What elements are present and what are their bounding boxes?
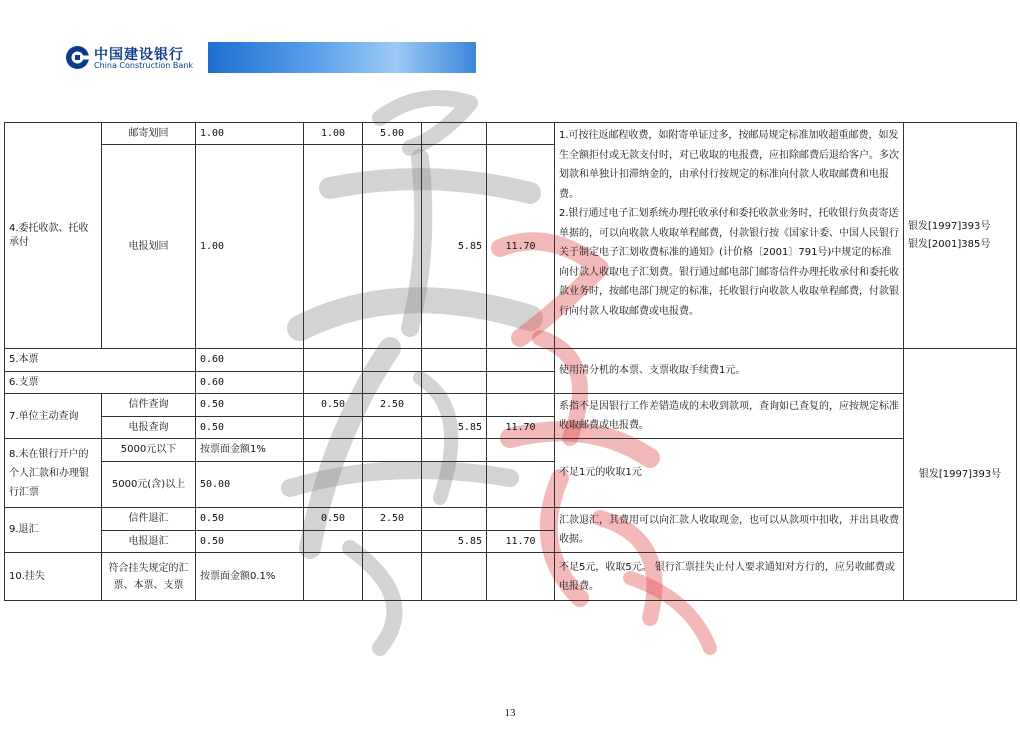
table-row: [5, 349, 1017, 372]
basis-cell: [904, 123, 1017, 349]
fee-cell: 1.00: [196, 123, 304, 145]
fee-cell: [422, 553, 487, 601]
note-cell: 系指不是因银行工作差错造成的未收到款项，查询如已查复的，应按规定标准收取邮费或电报费。: [555, 394, 904, 439]
fee-cell: 2.50: [363, 394, 422, 417]
fee-cell: [304, 462, 363, 508]
table-row: [5, 508, 1017, 531]
header-banner: [208, 42, 476, 73]
fee-cell: [422, 439, 487, 462]
note-paragraph: 1.可按往返邮程收费，如附寄单证过多，按邮局规定标准加收超重邮费，如发生全额拒付或无款支付时，对已收取的电报费，应扣除邮费后退给客户。多次划款和单独计扣滞纳金的，由承付行按规定的标准向付款人收取邮费和电报费。: [559, 130, 899, 200]
page-number: 13: [504, 707, 516, 719]
fee-cell: 0.50: [196, 508, 304, 531]
fee-cell: [487, 508, 555, 531]
fee-cell: 5.85: [422, 145, 487, 349]
table-row: [5, 439, 1017, 462]
fee-cell: 5.00: [363, 123, 422, 145]
note-paragraph: 2.银行通过电子汇划系统办理托收承付和委托收款业务时，托收银行负责寄送单据的，可以向收款人收取单程邮费，付款银行按《国家计委、中国人民银行关于制定电子汇划收费标准的通知》(计价格〔2001〕791号)中规定的标准向付款人收取电子汇划费。银行通过邮电部门邮寄信件办理托收承付和委托收款业务时，按邮电部门规定的标准，托收银行向收款人收取单程邮费，付款银行向付款人收取邮费或电报费。: [559, 208, 899, 317]
fee-schedule-table: [4, 122, 1017, 601]
sub-item-cell: 邮寄划回: [102, 123, 196, 145]
fee-cell: [487, 462, 555, 508]
fee-cell: 11.70: [487, 531, 555, 553]
fee-cell: [422, 349, 487, 372]
basis-cell: 银发[1997]393号: [904, 349, 1017, 601]
sub-item-cell: 电报划回: [102, 145, 196, 349]
fee-cell: 1.00: [196, 145, 304, 349]
fee-cell: [304, 417, 363, 439]
item-cell: 7.单位主动查询: [5, 394, 102, 439]
bank-logo-bar: [62, 42, 476, 73]
sub-item-cell: 5000元以下: [102, 439, 196, 462]
fee-cell: [363, 417, 422, 439]
item-cell: 4.委托收款、托收承付: [5, 123, 102, 349]
fee-cell: [422, 462, 487, 508]
bank-name-cn: 中国建设银行: [94, 47, 184, 63]
fee-cell: [363, 145, 422, 349]
basis-text: 银发[2001]385号: [908, 238, 991, 250]
fee-cell: 50.00: [196, 462, 304, 508]
fee-cell: 5.85: [422, 531, 487, 553]
fee-cell: [363, 462, 422, 508]
fee-cell: 0.60: [196, 372, 304, 394]
sub-item-cell: 5000元(含)以上: [102, 462, 196, 508]
fee-cell: [304, 553, 363, 601]
table-row: [5, 394, 1017, 417]
fee-cell: 按票面金额0.1%: [196, 553, 304, 601]
fee-cell: [304, 531, 363, 553]
fee-cell: [422, 372, 487, 394]
item-cell: 5.本票: [5, 349, 196, 372]
fee-cell: [422, 508, 487, 531]
fee-cell: [487, 394, 555, 417]
item-cell: 8.未在银行开户的个人汇款和办理银行汇票: [5, 439, 102, 508]
fee-cell: 0.50: [196, 417, 304, 439]
sub-item-cell: 信件查询: [102, 394, 196, 417]
sub-item-cell: 电报查询: [102, 417, 196, 439]
fee-cell: [363, 439, 422, 462]
bank-name-en: China Construction Bank: [94, 61, 193, 70]
fee-cell: [304, 372, 363, 394]
fee-cell: [363, 553, 422, 601]
fee-cell: [363, 372, 422, 394]
item-cell: 6.支票: [5, 372, 196, 394]
fee-cell: [487, 123, 555, 145]
fee-cell: [363, 349, 422, 372]
table-row: [5, 553, 1017, 601]
fee-cell: [304, 145, 363, 349]
fee-cell: 0.50: [304, 508, 363, 531]
fee-cell: [363, 531, 422, 553]
fee-cell: [487, 349, 555, 372]
note-cell: [555, 123, 904, 349]
fee-cell: 11.70: [487, 145, 555, 349]
note-cell: 使用清分机的本票、支票收取手续费1元。: [555, 349, 904, 394]
fee-cell: [487, 372, 555, 394]
basis-text: 银发[1997]393号: [908, 220, 991, 232]
item-cell: 9.退汇: [5, 508, 102, 553]
sub-item-cell: 信件退汇: [102, 508, 196, 531]
fee-cell: 11.70: [487, 417, 555, 439]
ccb-logo-icon: [65, 45, 90, 70]
note-cell: 不足1元的收取1元: [555, 439, 904, 508]
fee-cell: [487, 553, 555, 601]
item-cell: 10.挂失: [5, 553, 102, 601]
sub-item-cell: 符合挂失规定的汇票、本票、支票: [102, 553, 196, 601]
fee-cell: [487, 439, 555, 462]
fee-cell: [304, 349, 363, 372]
fee-cell: 按票面金额1%: [196, 439, 304, 462]
fee-cell: 2.50: [363, 508, 422, 531]
fee-cell: 0.50: [196, 531, 304, 553]
fee-cell: [422, 394, 487, 417]
fee-cell: 0.50: [304, 394, 363, 417]
note-cell: 汇款退汇，其费用可以向汇款人收取现金，也可以从款项中扣收，并出具收费收据。: [555, 508, 904, 553]
fee-cell: 0.50: [196, 394, 304, 417]
fee-cell: [422, 123, 487, 145]
fee-cell: [304, 439, 363, 462]
note-cell: 不足5元，收取5元。 银行汇票挂失止付人要求通知对方行的，应另收邮费或电报费。: [555, 553, 904, 601]
fee-cell: 1.00: [304, 123, 363, 145]
sub-item-cell: 电报退汇: [102, 531, 196, 553]
bank-logo: [62, 42, 208, 73]
table-row: [5, 123, 1017, 145]
fee-cell: 0.60: [196, 349, 304, 372]
fee-cell: 5.85: [422, 417, 487, 439]
